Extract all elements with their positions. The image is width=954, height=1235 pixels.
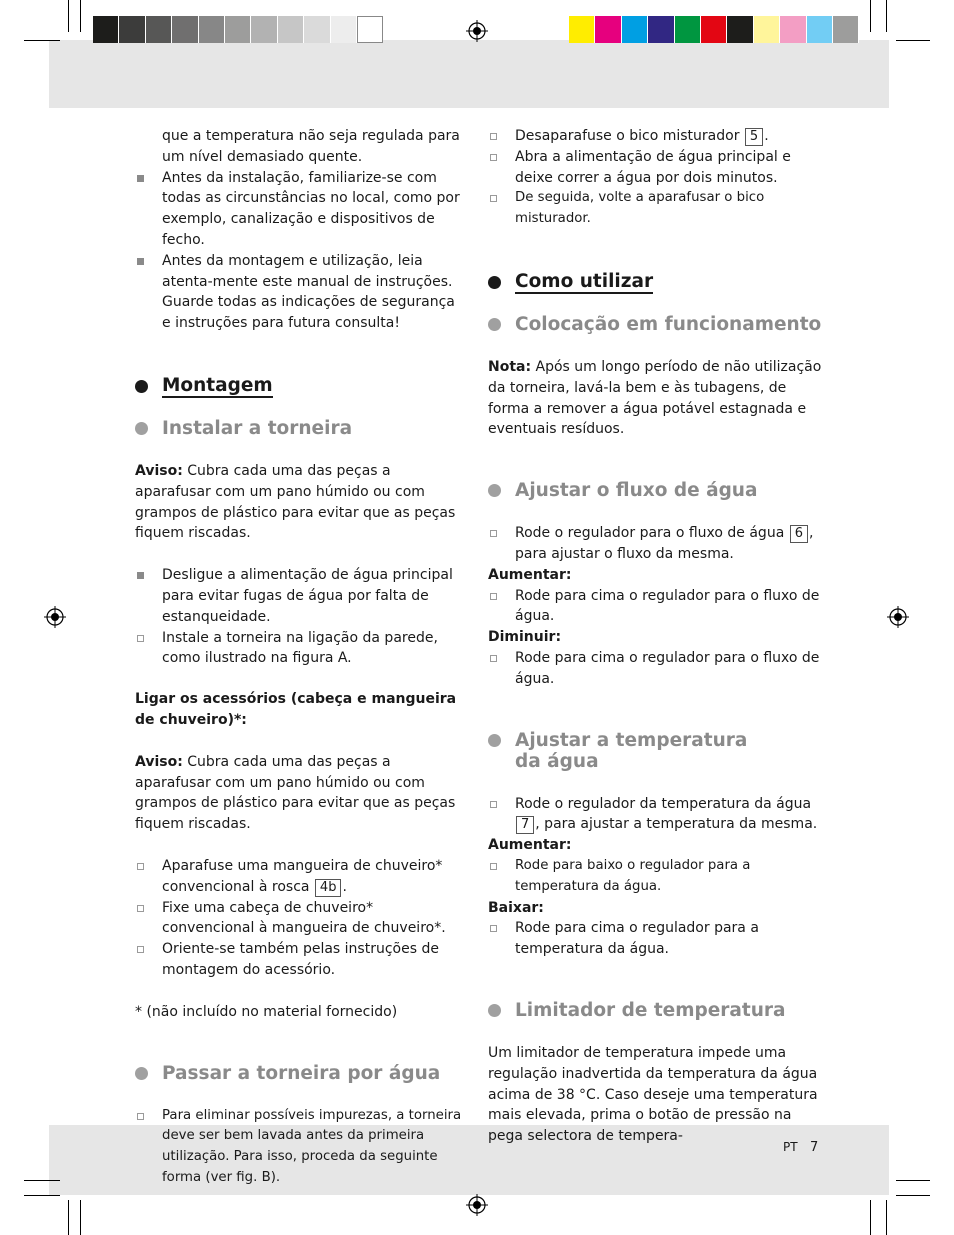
list-item (135, 628, 467, 670)
square-bullet-icon (137, 258, 144, 265)
left-column (135, 126, 467, 1189)
list-item-text: Antes da instalação, familiarize-se com todas as circunstâncias no local, como por exemplo, canalização e dispositivos de fecho. (162, 169, 460, 248)
list-item-text: Oriente-se também pelas instruções de montagem do acessório. (162, 941, 439, 978)
crop-mark (896, 1180, 930, 1181)
bullet-dot-icon (488, 734, 501, 747)
subheading-ligar-acessorios: Ligar os acessórios (cabeça e mangueira de chuveiro)*: (135, 691, 457, 728)
gray-swatch-7 (251, 16, 277, 43)
list-item (135, 898, 467, 940)
color-swatch-5 (675, 16, 701, 43)
header-band (49, 40, 889, 108)
checkbox-bullet-icon (137, 863, 144, 870)
list-item (135, 939, 467, 981)
list-item-text: Abra a alimentação de água principal e deixe correr a água por dois minutos. (515, 148, 791, 186)
list-item (488, 648, 822, 690)
bullet-dot-icon (135, 1067, 148, 1080)
subsection-heading-passar: Passar a torneira por água (135, 1063, 467, 1084)
subsection-heading-temperatura: Ajustar a temperatura da água (488, 730, 822, 772)
footnote: * (não incluído no material fornecido) (135, 1003, 398, 1020)
list-item (135, 251, 467, 334)
warning-paragraph: Aviso: Cubra cada uma das peças a aparafusar com um pano húmido ou com grampos de plástico para evitar que as peças fiquem riscadas. (135, 462, 456, 542)
right-column (488, 126, 822, 1147)
checkbox-bullet-icon (490, 863, 497, 870)
list-item (135, 1106, 467, 1189)
checkbox-bullet-icon (490, 195, 497, 202)
crop-mark (886, 0, 887, 32)
crop-mark (24, 1195, 60, 1196)
section-heading-montagem: Montagem (135, 374, 467, 398)
gray-swatch-5 (199, 16, 225, 43)
color-swatch-1 (569, 16, 595, 43)
checkbox-bullet-icon (137, 1113, 144, 1120)
crop-mark (68, 0, 69, 32)
label-baixar: Baixar: (488, 899, 544, 916)
gray-swatch-1 (93, 16, 119, 43)
crop-mark (870, 1200, 871, 1235)
checkbox-bullet-icon (137, 946, 144, 953)
part-reference-badge: 4b (315, 879, 342, 897)
gray-swatch-9 (304, 16, 330, 43)
square-bullet-icon (137, 175, 144, 182)
subsection-heading-limitador: Limitador de temperatura (488, 1000, 822, 1021)
gray-swatch-6 (225, 16, 251, 43)
list-item-text: Rode para cima o regulador para o fluxo de água. (515, 649, 820, 687)
color-swatch-6 (701, 16, 727, 43)
list-item (488, 147, 822, 189)
bullet-dot-icon (135, 380, 148, 393)
checkbox-bullet-icon (137, 635, 144, 642)
color-swatch-9 (780, 16, 806, 43)
list-item-text: que a temperatura não seja regulada para um nível demasiado quente. (162, 128, 460, 165)
bullet-dot-icon (488, 318, 501, 331)
registration-mark-icon (466, 1194, 488, 1216)
list-item: Rode o regulador da temperatura da água 7 , para ajustar a temperatura da mesma. (488, 794, 822, 836)
list-item (488, 586, 822, 628)
gray-swatch-10 (331, 16, 357, 43)
crop-mark (870, 0, 871, 32)
color-swatch-7 (727, 16, 753, 43)
color-swatch-11 (833, 16, 859, 43)
subsection-heading-colocacao: Colocação em funcionamento (488, 314, 822, 335)
list-item (135, 126, 467, 168)
part-reference-badge: 7 (516, 816, 534, 834)
registration-mark-icon (44, 606, 66, 628)
page-number: 7 (810, 1140, 819, 1155)
list-item-text: De seguida, volte a aparafusar o bico misturador. (515, 190, 765, 227)
gray-swatch-3 (146, 16, 172, 43)
crop-mark (896, 40, 930, 41)
process-color-bar (569, 16, 859, 43)
warning-paragraph: Aviso: Cubra cada uma das peças a aparafusar com um pano húmido ou com grampos de plástico para evitar que as peças fiquem riscadas. (135, 753, 456, 833)
crop-mark (886, 1200, 887, 1235)
checkbox-bullet-icon (490, 593, 497, 600)
square-bullet-icon (137, 572, 144, 579)
gray-swatch-8 (278, 16, 304, 43)
crop-mark (68, 1200, 69, 1235)
checkbox-bullet-icon (137, 905, 144, 912)
checkbox-bullet-icon (490, 133, 497, 140)
color-swatch-4 (648, 16, 674, 43)
crop-mark (24, 1180, 60, 1181)
color-swatch-2 (595, 16, 621, 43)
subsection-heading-instalar: Instalar a torneira (135, 418, 467, 439)
crop-mark (896, 1195, 930, 1196)
color-swatch-8 (754, 16, 780, 43)
label-aumentar: Aumentar: (488, 566, 572, 583)
bullet-dot-icon (488, 1004, 501, 1017)
subsection-heading-fluxo: Ajustar o fluxo de água (488, 480, 822, 501)
part-reference-badge: 5 (745, 128, 763, 146)
footer-language-code: PT (783, 1140, 798, 1154)
section-heading-como-utilizar: Como utilizar (488, 270, 822, 294)
gray-swatch-2 (119, 16, 145, 43)
grayscale-color-bar (93, 16, 383, 43)
list-item-text: Rode para cima o regulador para a temperatura da água. (515, 920, 759, 958)
list-item: Aparafuse uma mangueira de chuveiro* convencional à rosca 4b . (135, 856, 467, 898)
label-aumentar: Aumentar: (488, 837, 572, 854)
list-item (488, 188, 822, 230)
list-item (135, 168, 467, 251)
registration-mark-icon (466, 20, 488, 42)
list-item-text: Rode para cima o regulador para o fluxo de água. (515, 587, 820, 625)
checkbox-bullet-icon (490, 154, 497, 161)
list-item-text: Fixe uma cabeça de chuveiro* convencional à mangueira de chuveiro*. (162, 899, 446, 937)
crop-mark (80, 0, 81, 32)
bullet-dot-icon (488, 484, 501, 497)
registration-mark-icon (887, 606, 909, 628)
checkbox-bullet-icon (490, 925, 497, 932)
part-reference-badge: 6 (790, 525, 808, 543)
note-paragraph: Nota: Após um longo período de não utilização da torneira, lavá-la bem e às tubagens, de forma a remover a água potável estagnada e eventuais resíduos. (488, 358, 822, 438)
list-item (488, 918, 822, 960)
limitador-paragraph: Um limitador de temperatura impede uma regulação inadvertida da temperatura da água acima de 38 °C. Caso deseje uma temperatura mais elevada, prima o botão de pressão na pega selectora de tempera- (488, 1044, 818, 1145)
checkbox-bullet-icon (490, 655, 497, 662)
list-item-text: Rode para baixo o regulador para a temperatura da água. (515, 857, 751, 894)
list-item-text: Antes da montagem e utilização, leia atenta-mente este manual de instruções. Guarde todas as indicações de segurança e instruções para futura consulta! (162, 252, 455, 332)
list-item: Desaparafuse o bico misturador 5 . (488, 126, 822, 147)
list-item (135, 565, 467, 627)
color-swatch-10 (807, 16, 833, 43)
list-item-text: Desligue a alimentação de água principal para evitar fugas de água por falta de estanqueidade. (162, 567, 453, 625)
crop-mark (80, 1200, 81, 1235)
list-item: Rode o regulador para o fluxo de água 6 , para ajustar o fluxo da mesma. (488, 523, 822, 565)
list-item-text: Instale a torneira na ligação da parede, como ilustrado na figura A. (162, 629, 438, 667)
color-swatch-3 (622, 16, 648, 43)
label-diminuir: Diminuir: (488, 629, 562, 646)
list-item (488, 856, 822, 898)
checkbox-bullet-icon (490, 530, 497, 537)
crop-mark (24, 40, 60, 41)
bullet-dot-icon (135, 422, 148, 435)
bullet-dot-icon (488, 276, 501, 289)
checkbox-bullet-icon (490, 801, 497, 808)
gray-swatch-4 (172, 16, 198, 43)
gray-swatch-11 (357, 16, 383, 43)
list-item-text: Para eliminar possíveis impurezas, a torneira deve ser bem lavada antes da primeira utilização. Para isso, proceda da seguinte forma (ver fig. B). (162, 1107, 462, 1185)
